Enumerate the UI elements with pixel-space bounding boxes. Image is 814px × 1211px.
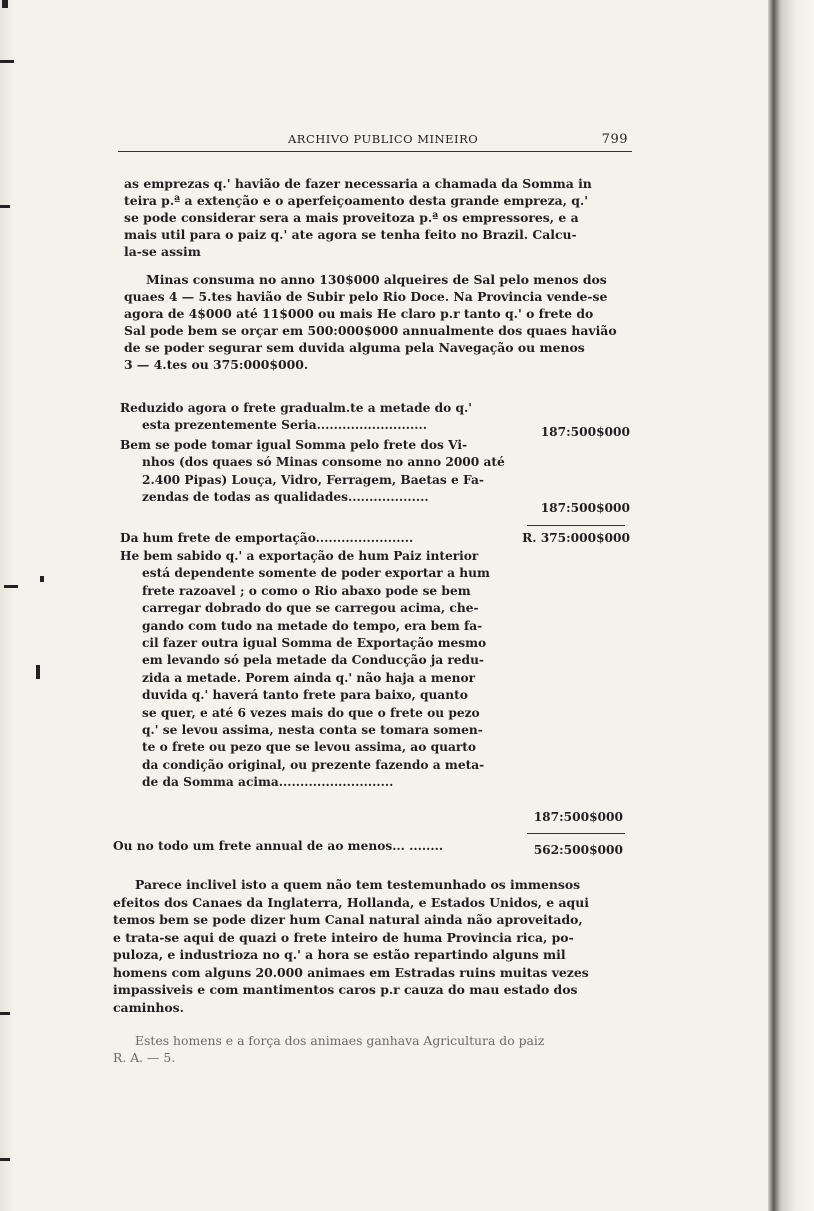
text-line: Bem se pode tomar igual Somma pelo frete dos Vi- — [120, 438, 468, 452]
text-line: puloza, e industrioza no q.' a hora se estão repartindo alguns mil — [113, 947, 566, 962]
text-line: zendas de todas as qualidades................... — [142, 490, 429, 505]
scan-mark — [0, 1012, 10, 1015]
scan-mark — [36, 665, 40, 679]
text-line: impassiveis e com mantimentos caros p.r cauza do mau estado dos — [113, 982, 578, 997]
ledger-amount: R. 375:000$000 — [522, 531, 630, 545]
text-line: carregar dobrado do que se carregou acima, che- — [142, 601, 479, 616]
ledger-item-wines — [120, 437, 505, 507]
text-line: se pode considerar sera a mais proveitoza p.ª os empressores, e a — [124, 210, 579, 225]
page-header — [118, 130, 634, 152]
text-line: quaes 4 — 5.tes havião de Subir pelo Rio Doce. Na Provincia vende-se — [124, 289, 608, 304]
text-line: 2.400 Pipas) Louça, Vidro, Ferragem, Baetas e Fa- — [142, 472, 484, 487]
ledger-amount: 187:500$000 — [540, 501, 630, 515]
scan-mark — [0, 205, 10, 208]
header-rule — [118, 151, 632, 152]
text-line: Reduzido agora o frete gradualm.te a metade do q.' — [120, 401, 472, 415]
text-line: efeitos dos Canaes da Inglaterra, Hollanda, e Estados Unidos, e aqui — [113, 894, 589, 910]
text-line: la-se assim — [124, 244, 201, 259]
text-line: Estes homens e a força dos animaes ganhava Agricultura do paiz — [135, 1033, 545, 1048]
text-line: está dependente somente de poder exportar a hum — [142, 566, 490, 581]
text-line: 3 — 4.tes ou 375:000$000. — [124, 357, 309, 372]
ledger-amount: 187:500$000 — [533, 810, 623, 824]
sum-rule — [527, 525, 625, 526]
text-line: as emprezas q.' havião de fazer necessaria a chamada da Somma in — [124, 176, 592, 191]
text-line: R. A. — 5. — [113, 1050, 176, 1065]
paragraph-1 — [124, 175, 592, 260]
text-line: e trata-se aqui de quazi o frete inteiro de huma Provincia rica, po- — [113, 929, 574, 945]
text-line: He bem sabido q.' a exportação de hum Paiz interior — [120, 549, 479, 563]
text-line: nhos (dos quaes só Minas consome no anno 2000 até — [142, 455, 505, 470]
text-line: caminhos. — [113, 999, 184, 1015]
text-line: q.' se levou assima, nesta conta se tomara somen- — [142, 723, 483, 738]
text-line: de da Somma acima........................... — [142, 775, 394, 790]
text-line: agora de 4$000 até 11$000 ou mais He claro p.r tanto q.' o frete do — [124, 306, 594, 321]
text-line: da condição original, ou prezente fazendo a meta- — [142, 757, 485, 772]
total-label: Ou no todo um frete annual de ao menos... ........ — [113, 839, 444, 853]
ledger-item-export — [120, 548, 490, 792]
text-line: temos bem se pode dizer hum Canal natural ainda não aproveitado, — [113, 912, 583, 927]
paragraph-2 — [124, 271, 617, 373]
ledger-total — [113, 838, 443, 855]
text-line: te o frete ou pezo que se levou assima, ao quarto — [142, 740, 477, 755]
scan-mark — [0, 60, 14, 63]
text-line: frete razoavel ; o como o Rio abaxo pode se bem — [142, 583, 471, 598]
text-line: de se poder segurar sem duvida alguma pela Navegação ou menos — [124, 340, 585, 355]
text-line: esta prezentemente Seria.......................... — [142, 418, 427, 433]
text-line: zida a metade. Porem ainda q.' não haja a menor — [142, 670, 475, 685]
scan-mark — [0, 1158, 10, 1161]
scan-mark — [40, 576, 44, 582]
scan-right-edge — [768, 0, 814, 1211]
text-line: Parece inclivel isto a quem não tem testemunhado os immensos — [135, 877, 581, 892]
text-line: duvida q.' haverá tanto frete para baixo, quanto — [142, 688, 468, 703]
scan-left-edge — [0, 0, 14, 1211]
scan-mark — [2, 0, 8, 8]
text-line: Sal pode bem se orçar em 500:000$000 annualmente dos quaes havião — [124, 323, 617, 338]
text-line: Da hum frete de emportação....................... — [120, 531, 414, 545]
ledger-total-amount: 562:500$000 — [533, 843, 623, 857]
scan-mark — [4, 585, 18, 588]
text-line: se quer, e até 6 vezes mais do que o frete ou pezo — [142, 705, 480, 720]
text-line: teira p.ª a extenção e o aperfeiçoamento desta grande empreza, q.' — [124, 193, 589, 208]
text-line: cil fazer outra igual Somma de Exportação mesmo — [142, 636, 487, 651]
text-line: gando com tudo na metade do tempo, era bem fa- — [142, 618, 483, 633]
running-title: ARCHIVO PUBLICO MINEIRO — [288, 132, 479, 146]
ledger-item-import — [120, 530, 413, 547]
ledger-amount: 187:500$000 — [540, 425, 630, 439]
text-line: Minas consuma no anno 130$000 alqueires de Sal pelo menos dos — [146, 272, 607, 287]
page-number: 799 — [601, 132, 628, 147]
paragraph-4 — [113, 1032, 544, 1066]
text-line: mais util para o paiz q.' ate agora se tenha feito no Brazil. Calcu- — [124, 227, 577, 242]
paragraph-3 — [113, 876, 589, 1016]
text-line: homens com alguns 20.000 animaes em Estradas ruins muitas vezes — [113, 964, 589, 980]
ledger-item-reduced-freight — [120, 400, 472, 435]
sum-rule — [527, 833, 625, 834]
text-line: em levando só pela metade da Conducção ja redu- — [142, 653, 484, 668]
